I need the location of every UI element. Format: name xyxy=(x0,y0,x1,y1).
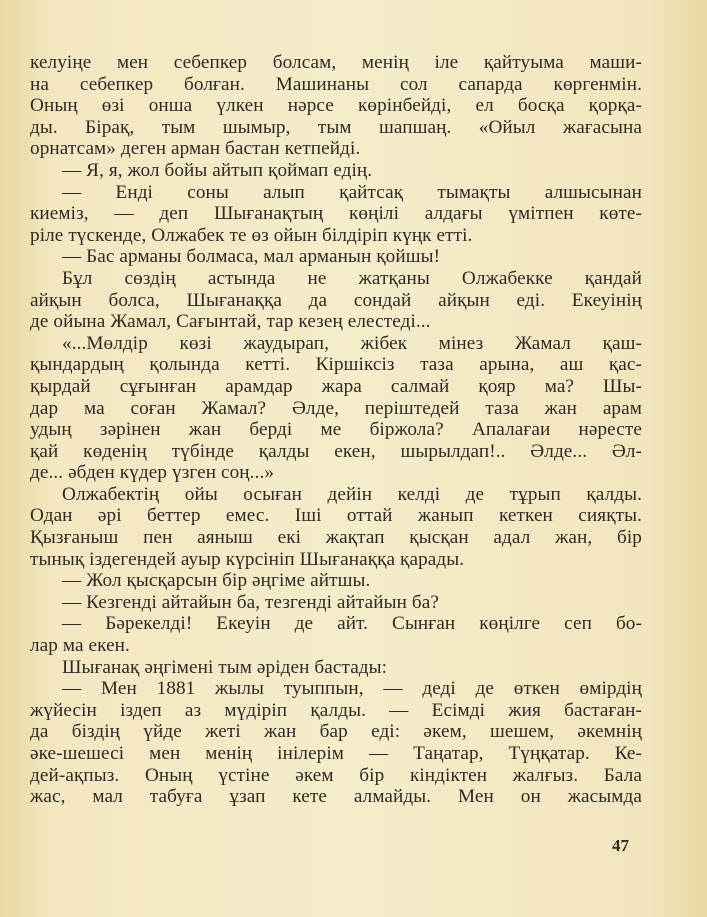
text-line: на себепкер болған. Машинаны сол сапарда көргенмін. xyxy=(30,73,642,95)
text-line: қырдай сұғынған арамдар жара салмай қояр ма? Шы- xyxy=(30,375,642,397)
text-line: Одан әрі беттер емес. Іші оттай жанып кеткен сияқты. xyxy=(30,505,642,527)
text-line: тынық іздегендей ауыр күрсініп Шығанаққа қарады. xyxy=(30,548,465,570)
text-line: — Жол қысқарсын бір әңгіме айтшы. xyxy=(62,570,371,592)
text-line: келуіңе мен себепкер болсам, менің іле қайтуыма маши- xyxy=(30,52,642,73)
page-number: 47 xyxy=(612,836,629,855)
text-line: Қызғаныш пен аяныш екі жақтап қысқан адал жан, бір xyxy=(30,527,642,549)
text-line: да біздің үйде жеті жан бар еді: әкем, шешем, әкемнің xyxy=(30,721,642,743)
text-line: Бұл сөздің астында не жатқаны Олжабекке қандай xyxy=(62,267,642,289)
book-page-text xyxy=(30,52,642,808)
text-line: айқын болса, Шығанаққа да сондай айқын еді. Екеуінің xyxy=(30,289,642,311)
text-line: ріле түскенде, Олжабек те өз ойын білдіріп күңк етті. xyxy=(30,224,473,246)
text-line: — Я, я, жол бойы айтып қоймап едің. xyxy=(62,159,373,181)
text-line: удың зәрінен жан берді ме біржола? Апалағаи нәресте xyxy=(30,419,642,441)
text-line: Олжабектің ойы осыған дейін келді де тұрып қалды. xyxy=(62,483,642,505)
text-line: дей-ақпыз. Оның үстіне әкем бір кіндіктен жалғыз. Бала xyxy=(30,764,642,786)
text-line: де... әбден күдер үзген соң...» xyxy=(30,462,275,484)
text-line: — Енді соны алып қайтсақ тымақты алшысынан xyxy=(62,181,642,203)
text-line: жүйесін іздеп аз мүдіріп қалды. — Есімді жия бастаған- xyxy=(30,699,642,721)
text-line: ды. Бірақ, тым шымыр, тым шапшаң. «Ойыл жағасына xyxy=(30,116,642,138)
text-line: «...Мөлдір көзі жаудырап, жібек мінез Жамал қаш- xyxy=(62,332,642,354)
text-line: — Кезгенді айтайын ба, тезгенді айтайын ба? xyxy=(62,591,439,613)
text-line: — Бәрекелді! Екеуін де айт. Сынған көңілге сеп бо- xyxy=(62,613,642,635)
text-line: де ойына Жамал, Сағынтай, тар кезең елестеді... xyxy=(30,311,431,333)
text-line: әке-шешесі мен менің інілерім — Таңатар, Түңқатар. Ке- xyxy=(30,743,642,764)
text-line: — Бас арманы болмаса, мал арманын қойшы! xyxy=(62,246,441,268)
text-line: Оның өзі онша үлкен нәрсе көрінбейді, ел босқа қорқа- xyxy=(30,95,642,117)
text-line: лар ма екен. xyxy=(30,635,130,657)
text-line: орнатсам» деген арман бастан кетпейді. xyxy=(30,138,361,160)
text-line: қындардың қолында кетті. Кіршіксіз таза арына, аш қас- xyxy=(30,354,642,376)
text-line: киеміз, — деп Шығанақтың көңілі алдағы үмітпен көте- xyxy=(30,203,642,225)
text-line: қай көденің түбінде қалды екен, шырылдап!.. Әлде... Әл- xyxy=(30,440,642,462)
text-line: — Мен 1881 жылы туыппын, — деді де өткен өмірдің xyxy=(62,678,642,700)
text-line: дар ма соған Жамал? Әлде, періштедей таза жан арам xyxy=(30,397,642,419)
text-line: жас, мал табуға ұзап кете алмайды. Мен он жасымда xyxy=(30,786,642,808)
text-line: Шығанақ әңгімені тым әріден бастады: xyxy=(62,656,388,678)
